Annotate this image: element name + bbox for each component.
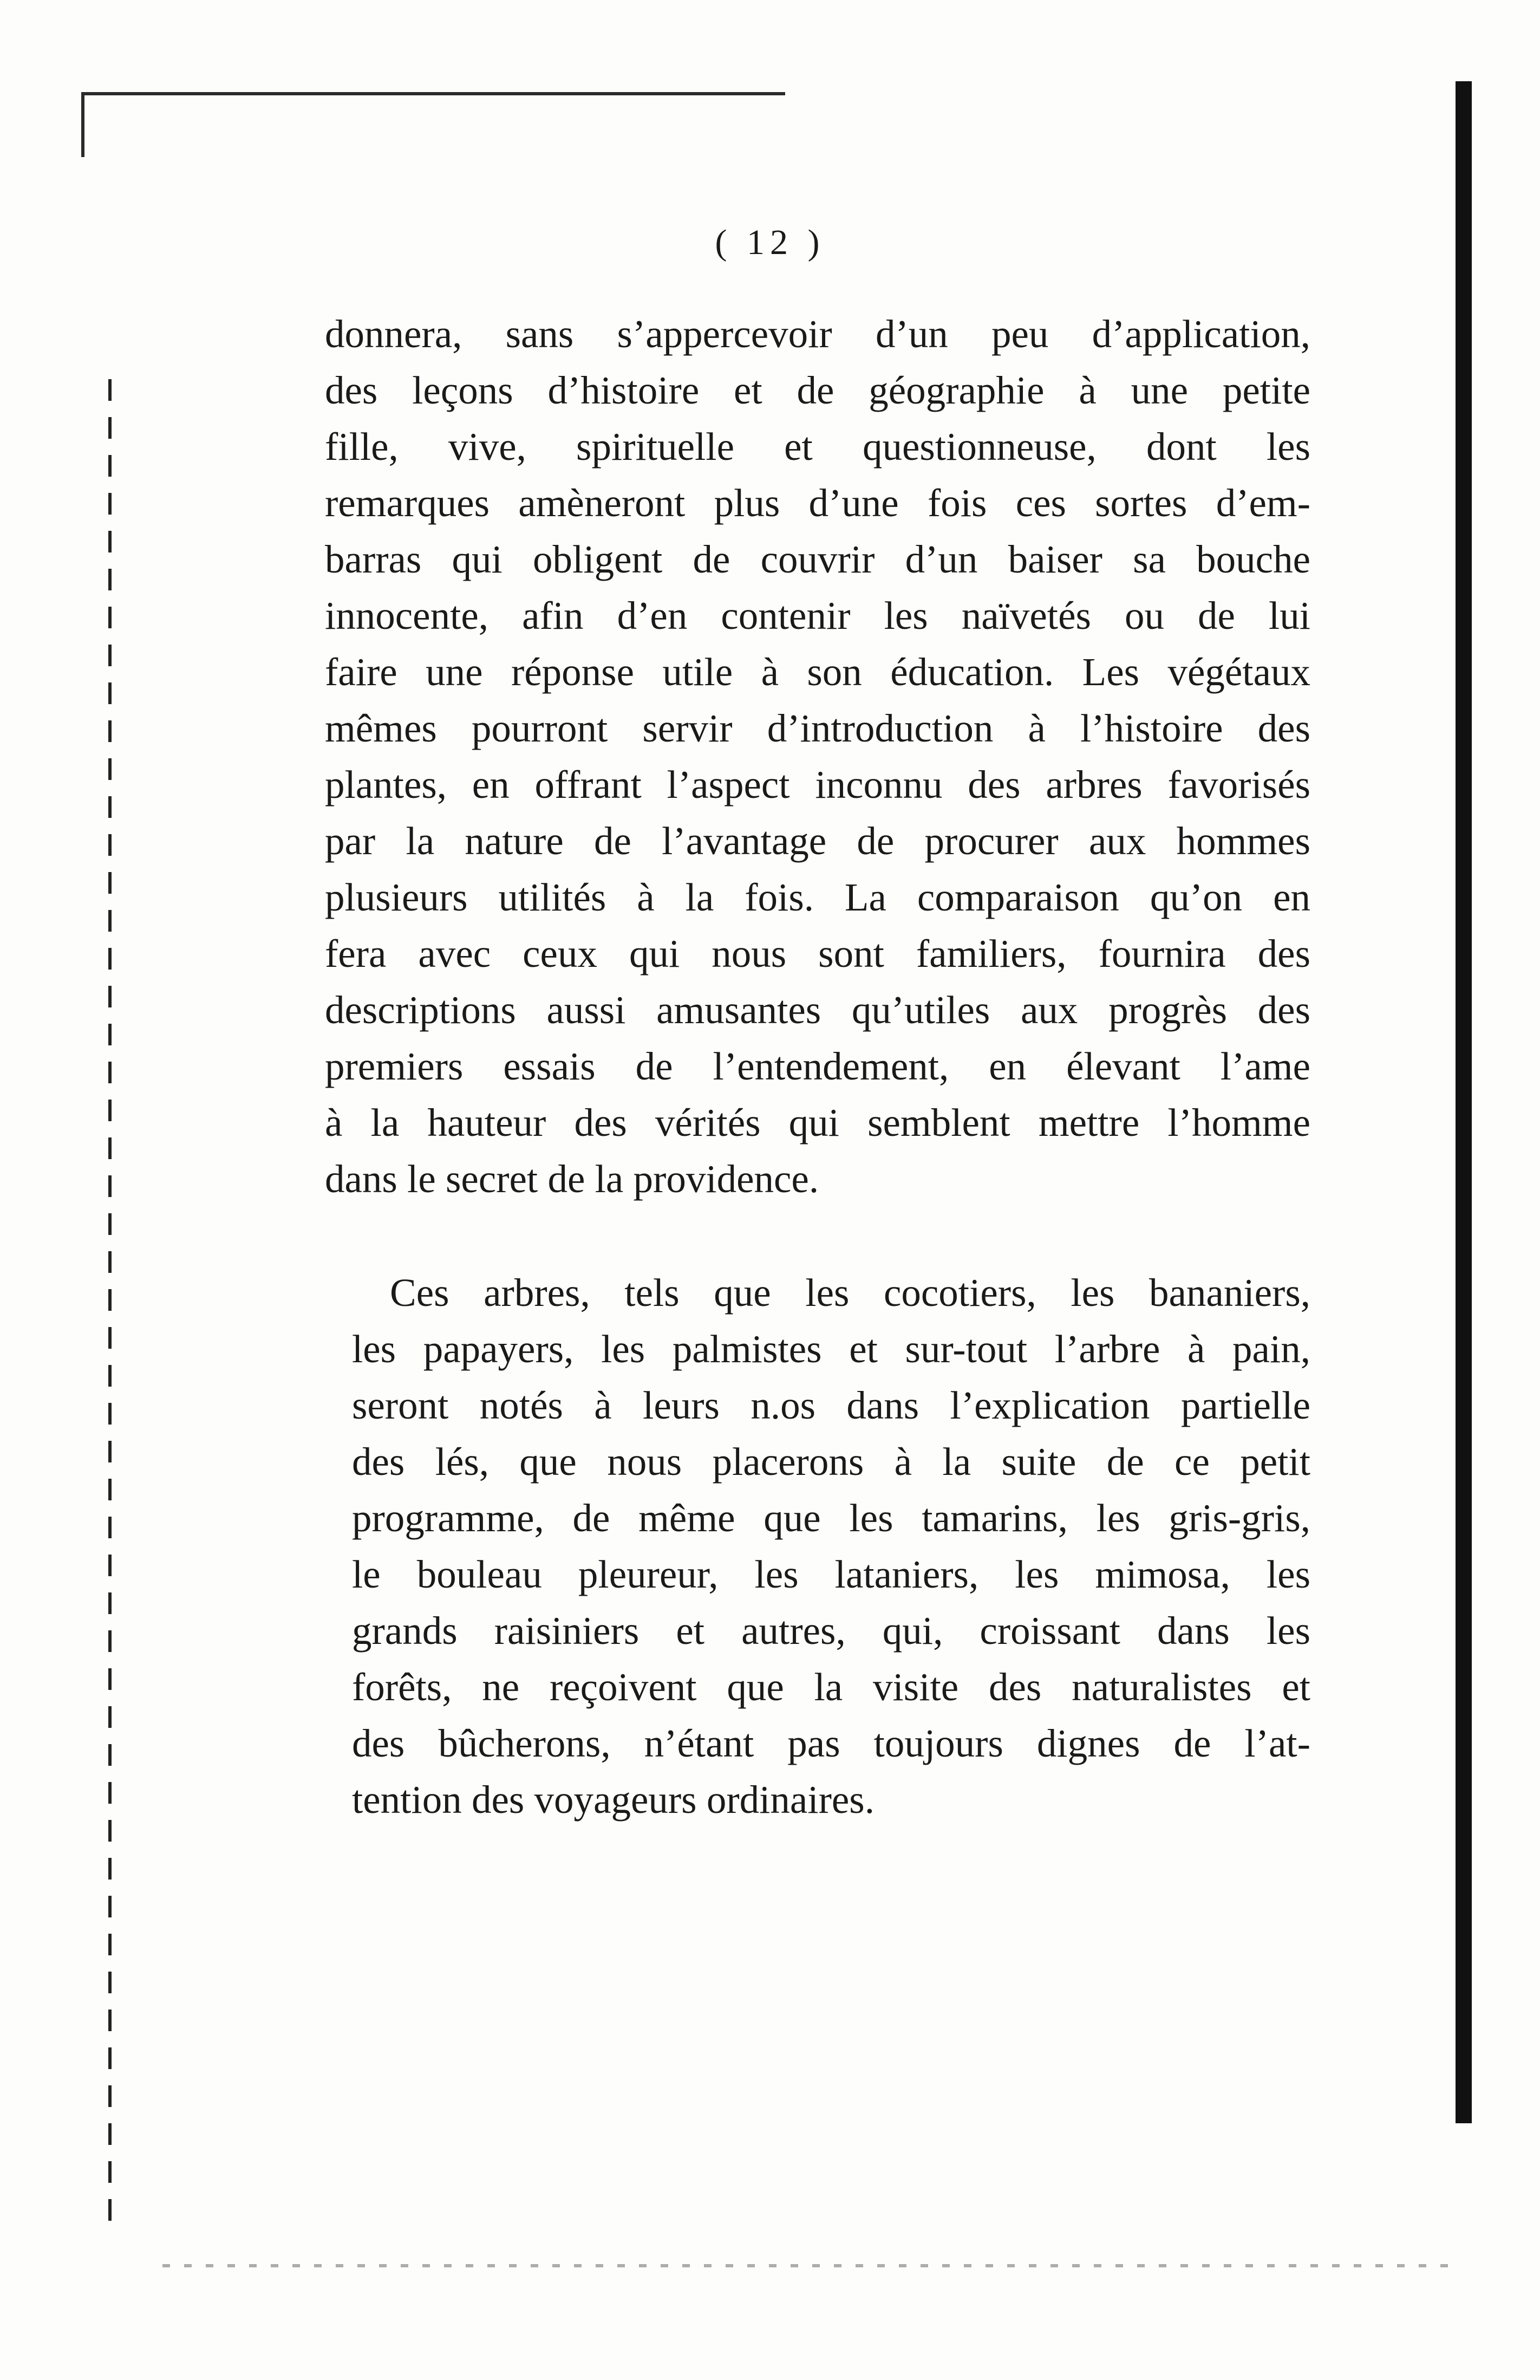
text-line: par la nature de l’avantage de procurer aux hommes (325, 819, 1310, 863)
text-line: innocente, afin d’en contenir les naïvetés ou de lui (325, 594, 1310, 638)
text-line: plusieurs utilités à la fois. La comparaison qu’on en (325, 875, 1310, 919)
text-line: Ces arbres, tels que les cocotiers, les bananiers, (390, 1271, 1310, 1315)
text-line: grands raisiniers et autres, qui, croissant dans les (352, 1609, 1310, 1653)
text-line: barras qui obligent de couvrir d’un baiser sa bouche (325, 537, 1310, 581)
scan-right-edge (1456, 81, 1472, 2123)
text-line: à la hauteur des vérités qui semblent mettre l’homme (325, 1101, 1310, 1145)
paragraph-1 (325, 306, 1310, 1207)
text-line: seront notés à leurs n.os dans l’explication partielle (352, 1383, 1310, 1427)
text-line: fille, vive, spirituelle et questionneuse, dont les (325, 425, 1310, 469)
text-line: faire une réponse utile à son éducation. Les végétaux (325, 650, 1310, 694)
scan-corner-mark (81, 92, 84, 157)
text-line: plantes, en offrant l’aspect inconnu des arbres favorisés (325, 763, 1310, 807)
paragraph-2 (325, 1265, 1310, 1828)
text-line: remarques amèneront plus d’une fois ces sortes d’em- (325, 481, 1310, 525)
text-line: des lés, que nous placerons à la suite de ce petit (352, 1440, 1310, 1484)
text-line: forêts, ne reçoivent que la visite des naturalistes et (352, 1665, 1310, 1709)
text-line: mêmes pourront servir d’introduction à l’histoire des (325, 706, 1310, 750)
scan-bottom-edge (162, 2264, 1462, 2267)
text-line: premiers essais de l’entendement, en élevant l’ame (325, 1044, 1310, 1088)
scan-left-edge (108, 379, 112, 2221)
text-line: tention des voyageurs ordinaires. (352, 1778, 875, 1822)
text-line: le bouleau pleureur, les lataniers, les mimosa, les (352, 1552, 1310, 1596)
text-line: des leçons d’histoire et de géographie à une petite (325, 368, 1310, 412)
text-line: dans le secret de la providence. (325, 1157, 819, 1201)
scan-top-border (81, 92, 785, 95)
page-number: ( 12 ) (715, 223, 825, 262)
text-line: les papayers, les palmistes et sur-tout l’arbre à pain, (352, 1327, 1310, 1371)
text-line: des bûcherons, n’étant pas toujours dignes de l’at- (352, 1721, 1310, 1765)
text-line: descriptions aussi amusantes qu’utiles aux progrès des (325, 988, 1310, 1032)
text-line: fera avec ceux qui nous sont familiers, fournira des (325, 932, 1310, 976)
text-line: programme, de même que les tamarins, les gris-gris, (352, 1496, 1310, 1540)
text-line: donnera, sans s’appercevoir d’un peu d’application, (325, 312, 1310, 356)
